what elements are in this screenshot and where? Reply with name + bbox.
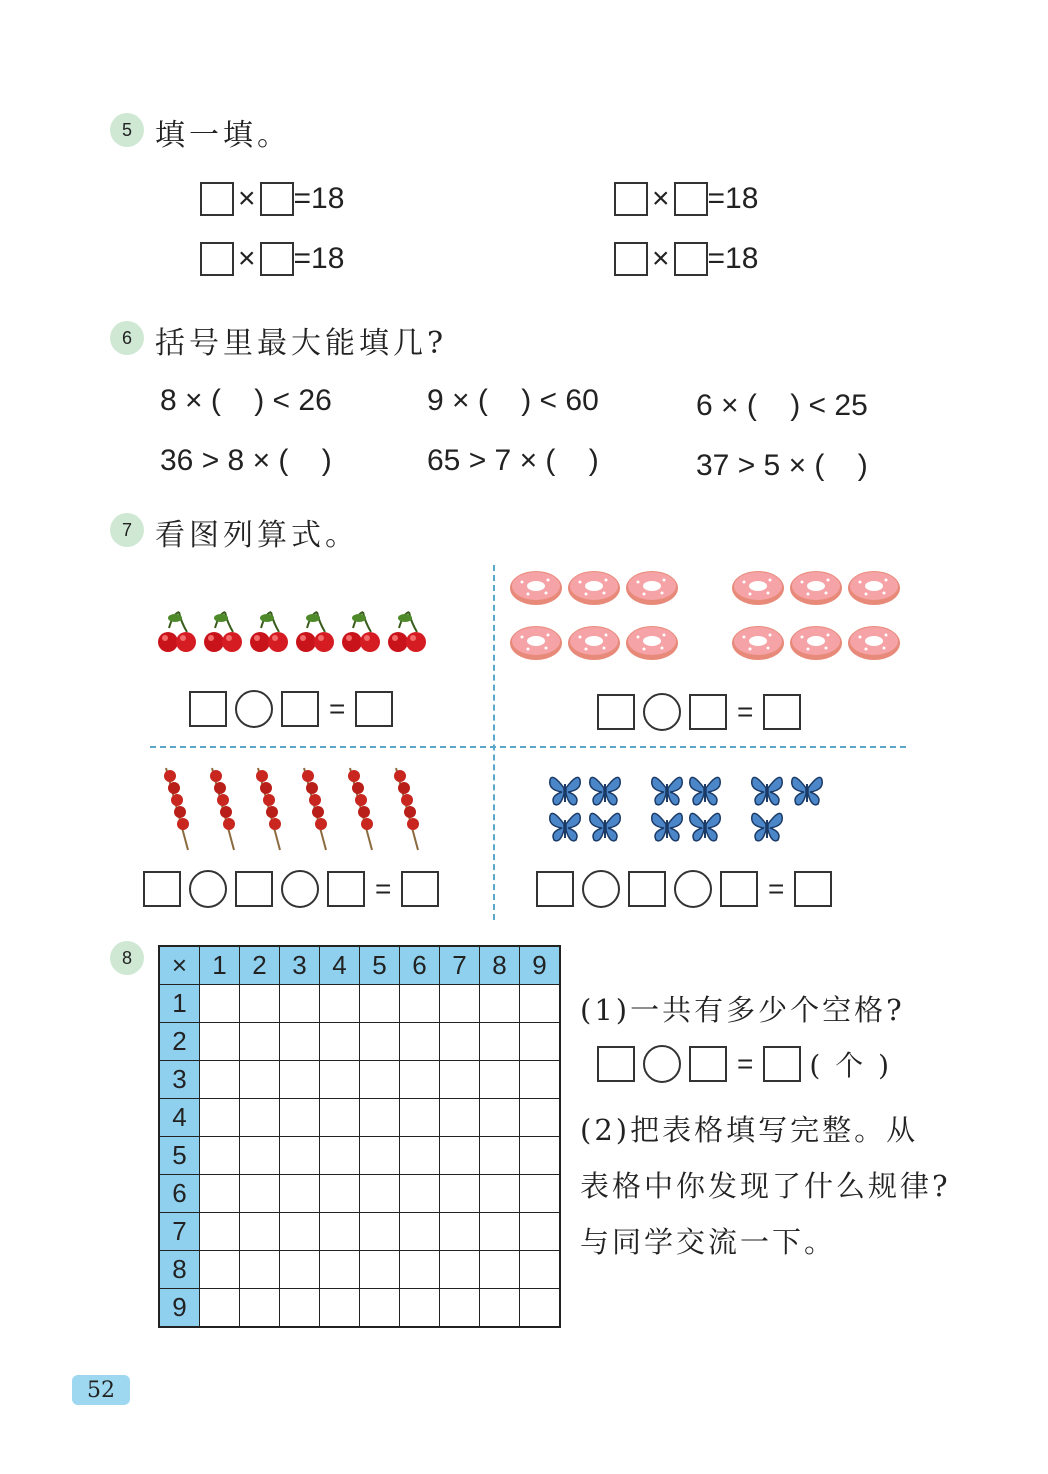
blank-cell[interactable] (440, 1023, 480, 1061)
question-number-6: 6 (110, 321, 144, 355)
blank-cell[interactable] (400, 1213, 440, 1251)
answer-box[interactable] (260, 182, 294, 216)
answer-box[interactable] (689, 1046, 727, 1082)
blank-cell[interactable] (240, 1061, 280, 1099)
equals-sign: = (737, 696, 754, 727)
answer-box[interactable] (260, 242, 294, 276)
times-sign: × (652, 242, 670, 275)
row-header: 3 (159, 1061, 200, 1099)
inequality[interactable]: 8 × ( ) < 26 (160, 384, 332, 417)
blank-cell[interactable] (480, 985, 520, 1023)
equals-sign: = (375, 873, 392, 904)
answer-box[interactable] (355, 691, 393, 727)
blank-cell[interactable] (400, 1289, 440, 1328)
operator-circle[interactable] (582, 870, 620, 908)
row-header: 7 (159, 1213, 200, 1251)
blank-cell[interactable] (360, 1061, 400, 1099)
blank-cell[interactable] (200, 1061, 240, 1099)
blank-cell[interactable] (400, 1023, 440, 1061)
blank-cell[interactable] (240, 1175, 280, 1213)
answer-box[interactable] (763, 1046, 801, 1082)
inequality[interactable]: 6 × ( ) < 25 (696, 389, 868, 422)
table-row (159, 1289, 560, 1328)
question-7-title: 看图列算式。 (155, 518, 359, 553)
blank-cell[interactable] (480, 1175, 520, 1213)
equals-value: =18 (707, 182, 759, 215)
table-header-row (159, 946, 560, 985)
column-header: 6 (400, 946, 440, 985)
blank-cell[interactable] (520, 1251, 561, 1289)
blank-cell[interactable] (280, 1061, 320, 1099)
blank-cell[interactable] (360, 1175, 400, 1213)
answer-box[interactable] (597, 694, 635, 730)
blank-cell[interactable] (240, 1099, 280, 1137)
blank-cell[interactable] (400, 1061, 440, 1099)
answer-box[interactable] (794, 871, 832, 907)
operator-circle[interactable] (189, 870, 227, 908)
inequality[interactable]: 36 > 8 × ( ) (160, 444, 332, 477)
equals-value: =18 (707, 242, 759, 275)
blank-cell[interactable] (280, 1023, 320, 1061)
blank-cell[interactable] (520, 1061, 561, 1099)
blank-cell[interactable] (520, 1289, 561, 1328)
answer-box[interactable] (200, 182, 234, 216)
answer-box[interactable] (674, 242, 708, 276)
corner-cell: × (159, 946, 200, 985)
blank-cell[interactable] (320, 1251, 360, 1289)
table-row (159, 1251, 560, 1289)
times-sign: × (238, 182, 256, 215)
q8-part2-line1: (2)把表格填写完整。从 (580, 1113, 919, 1147)
blank-cell[interactable] (280, 1137, 320, 1175)
blank-cell[interactable] (280, 1099, 320, 1137)
blank-cell[interactable] (280, 1251, 320, 1289)
answer-box[interactable] (200, 242, 234, 276)
column-header: 8 (480, 946, 520, 985)
blank-cell[interactable] (200, 1251, 240, 1289)
blank-cell[interactable] (240, 1251, 280, 1289)
blank-cell[interactable] (200, 1289, 240, 1328)
table-row (159, 1099, 560, 1137)
answer-box[interactable] (614, 182, 648, 216)
blank-cell[interactable] (360, 1251, 400, 1289)
blank-cell[interactable] (200, 1023, 240, 1061)
unit-label: ( 个 ) (809, 1049, 893, 1082)
column-header: 9 (520, 946, 561, 985)
blank-cell[interactable] (480, 1099, 520, 1137)
answer-box[interactable] (689, 694, 727, 730)
blank-cell[interactable] (400, 1099, 440, 1137)
blank-cell[interactable] (400, 1175, 440, 1213)
row-header: 9 (159, 1289, 200, 1328)
row-header: 2 (159, 1023, 200, 1061)
blank-cell[interactable] (520, 1099, 561, 1137)
blank-cell[interactable] (360, 1023, 400, 1061)
blank-cell[interactable] (240, 1289, 280, 1328)
blank-cell[interactable] (200, 1213, 240, 1251)
blank-cell[interactable] (520, 1213, 561, 1251)
blank-cell[interactable] (400, 1137, 440, 1175)
blank-cell[interactable] (440, 1137, 480, 1175)
answer-box[interactable] (189, 691, 227, 727)
inequality[interactable]: 37 > 5 × ( ) (696, 449, 868, 482)
question-number-7: 7 (110, 513, 144, 547)
blank-cell[interactable] (200, 985, 240, 1023)
times-sign: × (652, 182, 670, 215)
blank-cell[interactable] (320, 1099, 360, 1137)
cherries-expression (189, 690, 393, 728)
answer-box[interactable] (536, 871, 574, 907)
blank-cell[interactable] (440, 1251, 480, 1289)
blank-cell[interactable] (520, 1137, 561, 1175)
skewers-expression (143, 870, 439, 908)
table-row (159, 1061, 560, 1099)
blank-cell[interactable] (240, 1213, 280, 1251)
operator-circle[interactable] (643, 693, 681, 731)
answer-box[interactable] (674, 182, 708, 216)
multiplication-table (158, 945, 561, 1328)
column-header: 7 (440, 946, 480, 985)
blank-cell[interactable] (240, 985, 280, 1023)
blank-cell[interactable] (360, 1137, 400, 1175)
candied-haws-picture (158, 766, 428, 852)
question-number-8: 8 (110, 941, 144, 975)
inequality[interactable]: 65 > 7 × ( ) (427, 444, 599, 477)
operator-circle[interactable] (281, 870, 319, 908)
equals-sign: = (329, 693, 346, 724)
blank-cell[interactable] (440, 1289, 480, 1328)
operator-circle[interactable] (235, 690, 273, 728)
row-header: 8 (159, 1251, 200, 1289)
blank-cell[interactable] (440, 985, 480, 1023)
blank-cell[interactable] (280, 1175, 320, 1213)
equals-sign: = (768, 873, 785, 904)
blank-cell[interactable] (360, 1289, 400, 1328)
answer-box[interactable] (597, 1046, 635, 1082)
equals-sign: = (737, 1048, 754, 1079)
answer-box[interactable] (235, 871, 273, 907)
q5-equation-3 (200, 242, 344, 276)
butterflies-picture (548, 772, 833, 842)
cherries-picture (155, 610, 435, 660)
table-row (159, 1175, 560, 1213)
answer-box[interactable] (628, 871, 666, 907)
row-header: 4 (159, 1099, 200, 1137)
blank-cell[interactable] (440, 1213, 480, 1251)
q8-part2-line3: 与同学交流一下。 (580, 1225, 837, 1259)
blank-cell[interactable] (360, 985, 400, 1023)
row-header: 6 (159, 1175, 200, 1213)
donuts-expression (597, 693, 801, 731)
answer-box[interactable] (614, 242, 648, 276)
blank-cell[interactable] (240, 1137, 280, 1175)
answer-box[interactable] (763, 694, 801, 730)
q5-equation-4 (614, 242, 758, 276)
blank-cell[interactable] (280, 1289, 320, 1328)
column-header: 5 (360, 946, 400, 985)
question-number-5: 5 (110, 113, 144, 147)
blank-cell[interactable] (440, 1099, 480, 1137)
operator-circle[interactable] (674, 870, 712, 908)
blank-cell[interactable] (200, 1137, 240, 1175)
table-row (159, 1023, 560, 1061)
question-6-title: 括号里最大能填几? (155, 326, 448, 361)
blank-cell[interactable] (480, 1023, 520, 1061)
times-sign: × (238, 242, 256, 275)
q5-equation-1 (200, 182, 344, 216)
blank-cell[interactable] (480, 1061, 520, 1099)
blank-cell[interactable] (320, 1175, 360, 1213)
blank-cell[interactable] (280, 1213, 320, 1251)
equals-value: =18 (293, 182, 345, 215)
q8-part1-text: (1)一共有多少个空格? (580, 993, 905, 1027)
horizontal-divider (150, 746, 906, 748)
blank-cell[interactable] (320, 1289, 360, 1328)
answer-box[interactable] (143, 871, 181, 907)
blank-cell[interactable] (200, 1175, 240, 1213)
answer-box[interactable] (327, 871, 365, 907)
row-header: 1 (159, 985, 200, 1023)
column-header: 2 (240, 946, 280, 985)
page-number: 52 (72, 1375, 130, 1405)
answer-box[interactable] (720, 871, 758, 907)
donuts-picture (508, 568, 908, 668)
answer-box[interactable] (401, 871, 439, 907)
blank-cell[interactable] (280, 985, 320, 1023)
blank-cell[interactable] (320, 1061, 360, 1099)
row-header: 5 (159, 1137, 200, 1175)
butterflies-expression (536, 870, 832, 908)
vertical-divider (493, 565, 495, 920)
blank-cell[interactable] (360, 1099, 400, 1137)
question-5-title: 填一填。 (155, 118, 291, 153)
table-row (159, 1137, 560, 1175)
table-row (159, 985, 560, 1023)
equals-value: =18 (293, 242, 345, 275)
blank-cell[interactable] (400, 1251, 440, 1289)
blank-cell[interactable] (320, 1213, 360, 1251)
operator-circle[interactable] (643, 1045, 681, 1083)
column-header: 4 (320, 946, 360, 985)
blank-cell[interactable] (320, 985, 360, 1023)
blank-cell[interactable] (480, 1213, 520, 1251)
blank-cell[interactable] (240, 1023, 280, 1061)
blank-cell[interactable] (520, 985, 561, 1023)
blank-cell[interactable] (480, 1137, 520, 1175)
blank-cell[interactable] (440, 1175, 480, 1213)
inequality[interactable]: 9 × ( ) < 60 (427, 384, 599, 417)
column-header: 3 (280, 946, 320, 985)
blank-cell[interactable] (200, 1099, 240, 1137)
blank-cell[interactable] (520, 1175, 561, 1213)
table-row (159, 1213, 560, 1251)
q8-part1-expression (597, 1044, 892, 1084)
blank-cell[interactable] (480, 1251, 520, 1289)
blank-cell[interactable] (480, 1289, 520, 1328)
answer-box[interactable] (281, 691, 319, 727)
q8-part2-line2: 表格中你发现了什么规律? (580, 1169, 951, 1203)
blank-cell[interactable] (520, 1023, 561, 1061)
column-header: 1 (200, 946, 240, 985)
blank-cell[interactable] (320, 1137, 360, 1175)
blank-cell[interactable] (360, 1213, 400, 1251)
q5-equation-2 (614, 182, 758, 216)
blank-cell[interactable] (320, 1023, 360, 1061)
blank-cell[interactable] (400, 985, 440, 1023)
blank-cell[interactable] (440, 1061, 480, 1099)
